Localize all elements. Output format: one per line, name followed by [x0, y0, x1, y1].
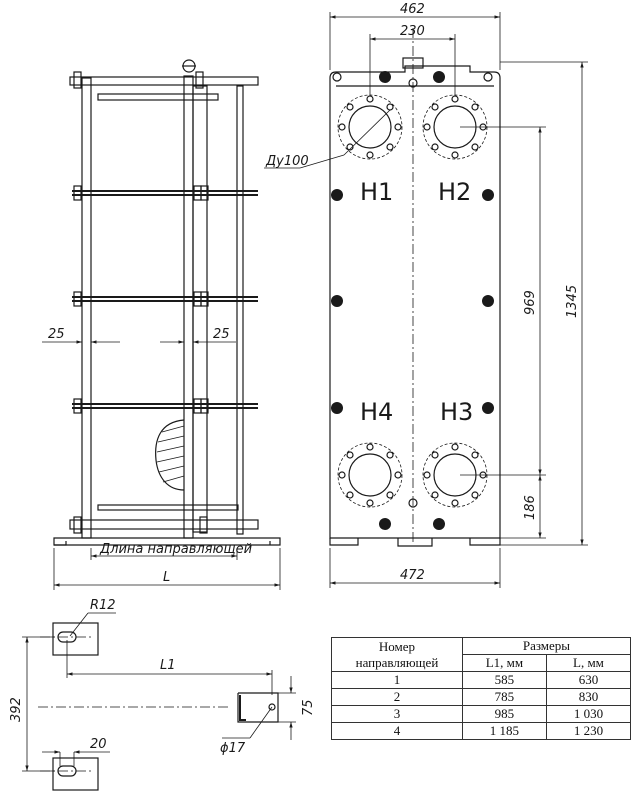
side-nuts: [74, 72, 208, 533]
port-label-h1: H1: [360, 178, 394, 206]
port-label-h3: H3: [440, 398, 474, 426]
port-label-h4: H4: [360, 398, 394, 426]
side-bottom-bar: [70, 520, 258, 529]
port-label-h2: H2: [438, 178, 472, 206]
table-row: 4 1 185 1 230: [332, 723, 631, 740]
dim-base-width: 472: [400, 568, 425, 583]
dim-75: 75: [301, 699, 316, 716]
dim-width-total: 462: [400, 2, 425, 17]
header-sizes: Размеры: [462, 638, 630, 655]
front-corner-bolts: [331, 71, 494, 530]
dim-guide-offset-right: 25: [213, 327, 230, 342]
dim-height-total: 1345: [565, 284, 580, 318]
header-l1: L1, мм: [462, 655, 546, 672]
dim-height-392: 392: [9, 697, 24, 722]
side-top-bar: [70, 77, 258, 85]
side-plate-pack: [156, 420, 184, 490]
dim-L1: L1: [160, 658, 176, 673]
table-row: 1 585 630: [332, 672, 631, 689]
side-view: [42, 60, 280, 590]
side-left-column: [82, 78, 91, 538]
side-right-column: [237, 86, 243, 534]
dim-guide-offset-left: 25: [48, 327, 65, 342]
dim-port-spacing: 230: [400, 24, 425, 39]
dim-20: 20: [90, 737, 107, 752]
side-tie-bolts: [72, 191, 258, 408]
header-l: L, мм: [546, 655, 630, 672]
dim-hole-dia: ϕ17: [220, 741, 246, 756]
dim-port-vert: 969: [523, 290, 538, 315]
dim-L: L: [163, 570, 171, 585]
dim-radius: R12: [90, 598, 116, 613]
header-guide-number: Номер направляющей: [332, 638, 463, 672]
guide-size-table: [331, 637, 631, 740]
side-front-plate: [184, 76, 193, 538]
dim-port-dn: Ду100: [266, 154, 309, 169]
dim-guide-length: Длина направляющей: [100, 542, 253, 557]
front-view: [264, 2, 588, 588]
port-h1: [338, 95, 402, 159]
port-h4: [338, 443, 402, 507]
table-row: 3 985 1 030: [332, 706, 631, 723]
table-row: 2 785 830: [332, 689, 631, 706]
guide-detail: [9, 598, 316, 790]
dim-bottom-port: 186: [523, 495, 538, 520]
